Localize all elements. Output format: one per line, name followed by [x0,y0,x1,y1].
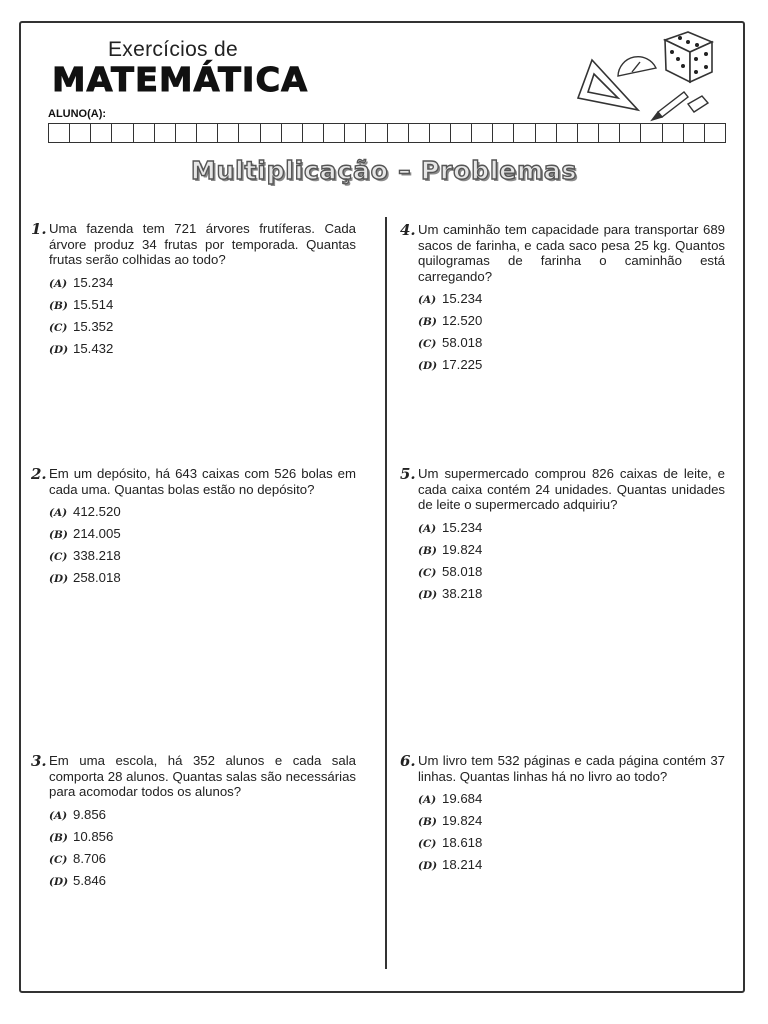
option-value: 15.234 [442,519,483,535]
question-number: 6. [400,752,416,770]
answer-option-d[interactable] [49,873,356,895]
protractor-icon [618,57,656,76]
option-letter: (C) [418,838,437,850]
eraser-icon [688,96,708,112]
question-number: 1. [31,220,47,238]
question-number: 4. [400,221,416,239]
option-letter: (D) [418,588,438,601]
question-text: Um caminhão tem capacidade para transportar 689 sacos de farinha, e cada saco pesa 25 kg. Quantos quilogramas de farinha o caminhão está carregando? [418,222,725,284]
name-letter-box[interactable] [641,124,662,142]
option-letter: (A) [49,277,68,290]
question-5 [400,465,725,608]
answer-option-d[interactable] [418,857,725,879]
name-letter-box[interactable] [493,124,514,142]
answer-option-b[interactable] [49,829,356,851]
school-supplies-illustration [570,26,720,122]
option-letter: (A) [49,507,68,519]
name-letter-box[interactable] [366,124,387,142]
answer-option-c[interactable] [418,835,725,857]
answer-option-b[interactable] [418,542,725,564]
header-title: MATEMÁTICA [52,60,309,99]
option-letter: (D) [418,360,438,372]
header-subtitle: Exercícios de [108,38,238,61]
option-value: 9.856 [73,806,107,822]
question-2 [31,465,356,592]
option-letter: (B) [49,529,68,541]
name-letter-box[interactable] [663,124,684,142]
option-value: 15.234 [442,291,483,306]
option-value: 58.018 [442,335,483,350]
name-letter-box[interactable] [536,124,557,142]
name-letter-box[interactable] [91,124,112,142]
answer-option-d[interactable] [418,586,725,608]
dice-icon [665,32,712,82]
answer-option-c[interactable] [49,319,356,341]
name-letter-box[interactable] [684,124,705,142]
answer-option-b[interactable] [49,297,356,319]
name-letter-box[interactable] [176,124,197,142]
option-value: 15.514 [73,296,114,312]
student-name-boxes[interactable] [48,123,726,143]
answer-option-a[interactable] [418,291,725,313]
option-value: 18.214 [442,857,483,872]
option-letter: (B) [418,316,437,328]
option-letter: (A) [49,809,68,822]
name-letter-box[interactable] [49,124,70,142]
question-text: Em uma escola, há 352 alunos e cada sala comporta 28 alunos. Quantas salas são necessárias para acomodar todos os alunos? [49,753,356,799]
name-letter-box[interactable] [409,124,430,142]
answer-option-a[interactable] [49,807,356,829]
question-number: 5. [400,465,416,483]
option-letter: (B) [49,299,68,312]
name-letter-box[interactable] [134,124,155,142]
option-value: 12.520 [442,313,483,328]
option-letter: (C) [418,338,437,350]
column-divider [385,217,387,969]
name-letter-box[interactable] [578,124,599,142]
option-letter: (B) [49,831,68,844]
option-letter: (D) [49,343,69,356]
name-letter-box[interactable] [282,124,303,142]
answer-option-d[interactable] [418,357,725,379]
option-value: 15.352 [73,318,114,334]
option-letter: (A) [418,294,437,306]
name-letter-box[interactable] [197,124,218,142]
option-value: 19.824 [442,813,483,828]
question-text: Um supermercado comprou 826 caixas de leite, e cada caixa contém 24 unidades. Quantas unidades de leite o supermercado adquiriu? [418,466,725,512]
name-letter-box[interactable] [514,124,535,142]
answer-option-a[interactable] [49,504,356,526]
question-text: Uma fazenda tem 721 árvores frutíferas. Cada árvore produz 34 frutas por temporada. Quantas frutas serão colhidas ao todo? [49,221,356,267]
option-value: 5.846 [73,872,107,888]
option-letter: (D) [49,875,69,888]
option-letter: (D) [49,573,69,585]
option-value: 19.684 [442,791,483,806]
option-letter: (D) [418,860,438,872]
answer-option-b[interactable] [418,813,725,835]
option-value: 412.520 [73,504,121,519]
answer-option-a[interactable] [49,275,356,297]
option-value: 338.218 [73,548,121,563]
answer-option-a[interactable] [418,791,725,813]
name-letter-box[interactable] [112,124,133,142]
name-letter-box[interactable] [218,124,239,142]
option-value: 17.225 [442,357,483,372]
option-letter: (A) [418,794,437,806]
option-value: 214.005 [73,526,121,541]
option-value: 8.706 [73,850,107,866]
option-value: 19.824 [442,541,483,557]
student-name-label: ALUNO(A): [48,108,107,120]
option-value: 10.856 [73,828,114,844]
answer-option-d[interactable] [49,341,356,363]
option-letter: (B) [418,544,437,557]
question-1 [31,220,356,363]
answer-option-b[interactable] [418,313,725,335]
pencil-icon [652,92,688,120]
answer-option-a[interactable] [418,520,725,542]
name-letter-box[interactable] [620,124,641,142]
question-text: Um livro tem 532 páginas e cada página contém 37 linhas. Quantas linhas há no livro ao todo? [418,753,725,784]
name-letter-box[interactable] [155,124,176,142]
name-letter-box[interactable] [261,124,282,142]
answer-option-c[interactable] [418,564,725,586]
option-letter: (C) [418,566,437,579]
question-number: 3. [31,752,47,770]
answer-option-c[interactable] [418,335,725,357]
option-letter: (A) [418,522,437,535]
name-letter-box[interactable] [472,124,493,142]
option-letter: (C) [49,853,68,866]
set-square-icon [578,60,638,110]
name-letter-box[interactable] [303,124,324,142]
name-letter-box[interactable] [705,124,725,142]
name-letter-box[interactable] [599,124,620,142]
name-letter-box[interactable] [388,124,409,142]
question-3 [31,752,356,895]
answer-option-c[interactable] [49,548,356,570]
option-letter: (C) [49,321,68,334]
name-letter-box[interactable] [70,124,91,142]
name-letter-box[interactable] [451,124,472,142]
option-letter: (B) [418,816,437,828]
name-letter-box[interactable] [345,124,366,142]
option-value: 18.618 [442,835,483,850]
question-6 [400,752,725,879]
question-4 [400,221,725,379]
page-title: Multiplicação – Problemas [190,156,578,185]
name-letter-box[interactable] [430,124,451,142]
name-letter-box[interactable] [557,124,578,142]
option-value: 258.018 [73,570,121,585]
answer-option-b[interactable] [49,526,356,548]
name-letter-box[interactable] [324,124,345,142]
option-value: 15.432 [73,340,114,356]
option-value: 38.218 [442,585,483,601]
option-value: 58.018 [442,563,483,579]
option-letter: (C) [49,551,68,563]
answer-option-d[interactable] [49,570,356,592]
option-value: 15.234 [73,274,114,290]
question-number: 2. [31,465,47,483]
answer-option-c[interactable] [49,851,356,873]
name-letter-box[interactable] [239,124,260,142]
question-text: Em um depósito, há 643 caixas com 526 bolas em cada uma. Quantas bolas estão no depósito? [49,466,356,497]
